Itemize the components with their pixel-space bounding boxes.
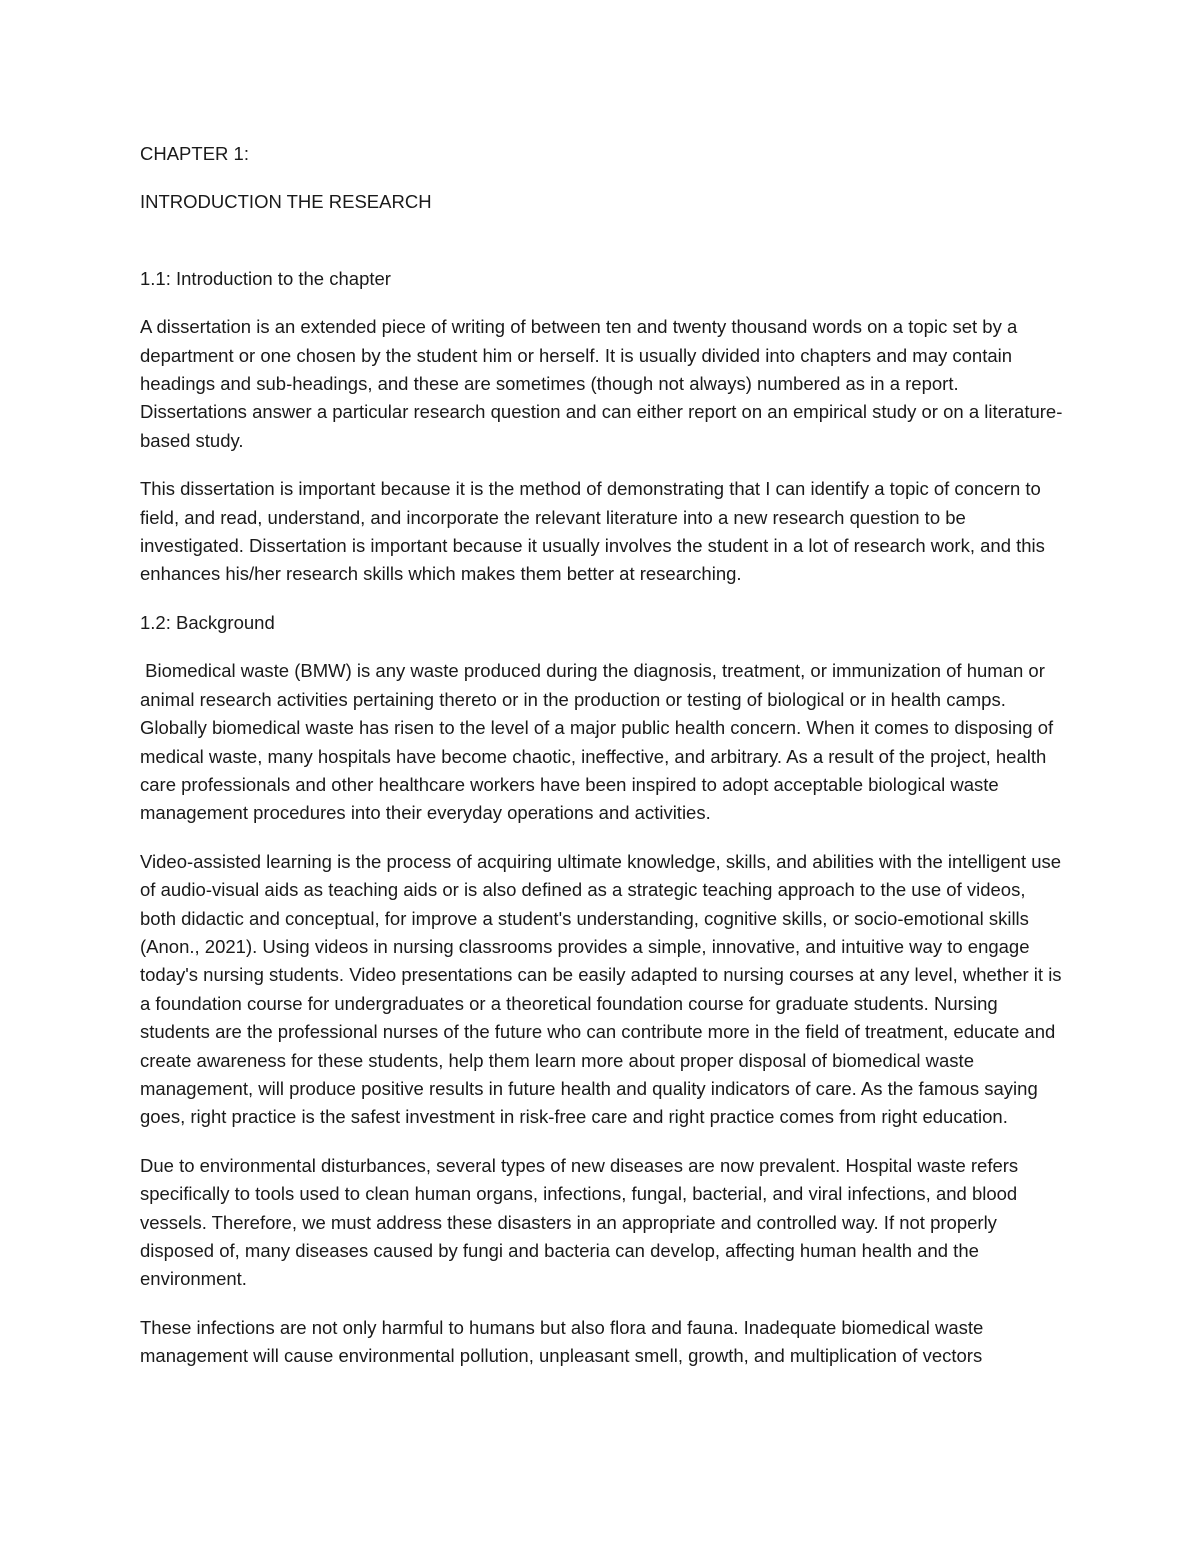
section-heading-1-1: 1.1: Introduction to the chapter	[140, 267, 391, 289]
paragraph-dissertation-definition: A dissertation is an extended piece of writing of between ten and twenty thousand words on a topic set by a department or one chosen by the student him or herself. It is usually divided into chapters and may contain headings and sub-headings, and these are sometimes (though not always) numbered as in a report. Dissertations answer a particular research question and can either report on an empirical study or on a literature-based study.	[140, 316, 1063, 451]
paragraph-environmental-disturbances: Due to environmental disturbances, several types of new diseases are now prevalent. Hospital waste refers specifically to tools used to clean human organs, infections, fungal, bacterial, and viral infections, and blood vessels. Therefore, we must address these disasters in an appropriate and controlled way. If not properly disposed of, many diseases caused by fungi and bacteria can develop, affecting human health and the environment.	[140, 1154, 1019, 1290]
chapter-title: INTRODUCTION THE RESEARCH	[140, 191, 432, 213]
paragraph-video-assisted-learning: Video-assisted learning is the process of acquiring ultimate knowledge, skills, and abilities with the intelligent use of audio-visual aids as teaching aids or is also defined as a strategic teaching approach to the use of videos, both didactic and conceptual, for improve a student's understanding, cognitive skills, or socio-emotional skills (Anon., 2021). Using videos in nursing classrooms provides a simple, innovative, and intuitive way to engage today's nursing students. Video presentations can be easily adapted to nursing courses at any level, whether it is a foundation course for undergraduates or a theoretical foundation course for graduate students. Nursing students are the professional nurses of the future who can contribute more in the field of treatment, educate and create awareness for these students, help them learn more about proper disposal of biomedical waste management, will produce positive results in future health and quality indicators of care. As the famous saying goes, right practice is the safest investment in risk-free care and right practice comes from right education.	[140, 850, 1062, 1128]
paragraph-biomedical-waste: Biomedical waste (BMW) is any waste produced during the diagnosis, treatment, or immunization of human or animal research activities pertaining thereto or in the production or testing of biological or in health camps. Globally biomedical waste has risen to the level of a major public health concern. When it comes to disposing of medical waste, many hospitals have become chaotic, ineffective, and arbitrary. As a result of the project, health care professionals and other healthcare workers have been inspired to adopt acceptable biological waste management procedures into their everyday operations and activities.	[140, 660, 1059, 824]
paragraph-infections-harm: These infections are not only harmful to humans but also flora and fauna. Inadequate biomedical waste management will cause environmental pollution, unpleasant smell, growth, and multiplication of vectors	[140, 1316, 984, 1367]
section-heading-1-2: 1.2: Background	[140, 611, 275, 633]
paragraph-dissertation-importance: This dissertation is important because it is the method of demonstrating that I can identify a topic of concern to field, and read, understand, and incorporate the relevant literature into a new research question to be investigated. Dissertation is important because it usually involves the student in a lot of research work, and this enhances his/her research skills which makes them better at researching.	[140, 478, 1045, 585]
chapter-label: CHAPTER 1:	[140, 143, 249, 164]
document-body	[140, 140, 1065, 1391]
